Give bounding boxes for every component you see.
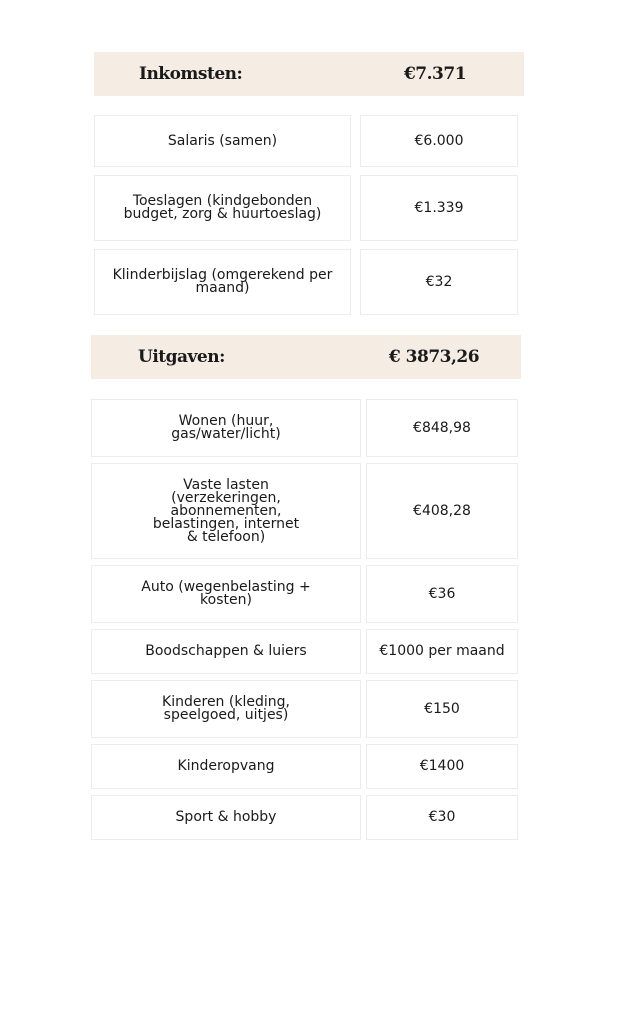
uitgaven-row-label: Kinderen (kleding, speelgoed, uitjes) — [91, 680, 361, 738]
uitgaven-row-label: Wonen (huur, gas/water/licht) — [91, 399, 361, 457]
inkomsten-row-label: Toeslagen (kindgebonden budget, zorg & huurtoeslag) — [94, 175, 351, 241]
uitgaven-header — [91, 335, 521, 379]
uitgaven-row-value: €1400 — [366, 744, 518, 789]
uitgaven-row-value: €30 — [366, 795, 518, 840]
uitgaven-row-value: €36 — [366, 565, 518, 623]
uitgaven-row-label: Sport & hobby — [91, 795, 361, 840]
inkomsten-row-label: Salaris (samen) — [94, 115, 351, 167]
inkomsten-row-value: €1.339 — [360, 175, 518, 241]
uitgaven-row-label: Auto (wegenbelasting + kosten) — [91, 565, 361, 623]
uitgaven-row-value: €848,98 — [366, 399, 518, 457]
uitgaven-row-value: €150 — [366, 680, 518, 738]
inkomsten-row-value: €32 — [360, 249, 518, 315]
inkomsten-header — [94, 52, 524, 96]
uitgaven-row-value: €1000 per maand — [366, 629, 518, 674]
uitgaven-title: Uitgaven: — [138, 347, 225, 367]
inkomsten-row-label: Klinderbijslag (omgerekend per maand) — [94, 249, 351, 315]
uitgaven-total: € 3873,26 — [388, 347, 480, 367]
inkomsten-title: Inkomsten: — [139, 64, 243, 84]
uitgaven-row-label: Boodschappen & luiers — [91, 629, 361, 674]
inkomsten-total: €7.371 — [403, 64, 467, 84]
inkomsten-row-value: €6.000 — [360, 115, 518, 167]
uitgaven-row-value: €408,28 — [366, 463, 518, 559]
uitgaven-row-label: Vaste lasten (verzekeringen, abonnementen, belastingen, internet & telefoon) — [91, 463, 361, 559]
uitgaven-row-label: Kinderopvang — [91, 744, 361, 789]
